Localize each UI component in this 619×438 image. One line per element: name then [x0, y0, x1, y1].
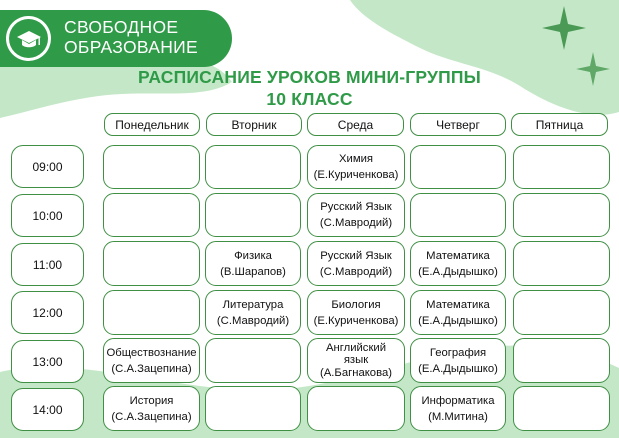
- lesson-cell: [103, 338, 200, 383]
- logo-line-1: СВОБОДНОЕ: [64, 17, 179, 37]
- day-header-wednesday: Среда: [307, 113, 404, 136]
- time-slot: 13:00: [11, 340, 84, 383]
- time-slot: 09:00: [11, 145, 84, 188]
- day-header-friday: Пятница: [511, 113, 608, 136]
- time-slot: 12:00: [11, 291, 84, 334]
- logo-badge: [6, 16, 51, 61]
- empty-lesson-cell: [513, 290, 610, 335]
- day-header-tuesday: Вторник: [206, 113, 302, 136]
- logo-banner: [0, 10, 232, 67]
- empty-lesson-cell: [103, 241, 200, 286]
- teacher-name: (Е.Куриченкова): [313, 314, 399, 327]
- empty-lesson-cell: [205, 338, 301, 383]
- empty-lesson-cell: [513, 241, 610, 286]
- logo-line-2: ОБРАЗОВАНИЕ: [64, 37, 199, 57]
- empty-lesson-cell: [513, 338, 610, 383]
- teacher-name: (С.Мавродий): [216, 314, 290, 327]
- lesson-cell: [307, 193, 405, 237]
- lesson-cell: [410, 338, 506, 383]
- subject-name: Математика: [426, 249, 490, 262]
- page-subtitle: 10 КЛАСС: [266, 89, 353, 109]
- lesson-cell: [307, 145, 405, 189]
- teacher-name: (С.А.Зацепина): [111, 410, 192, 423]
- empty-lesson-cell: [513, 145, 610, 189]
- subject-name: Русский Язык: [320, 201, 392, 213]
- empty-lesson-cell: [307, 386, 405, 431]
- logo-text: [64, 17, 198, 57]
- subject-name: язык: [343, 354, 369, 367]
- page-title: РАСПИСАНИЕ УРОКОВ МИНИ-ГРУППЫ: [138, 67, 481, 87]
- teacher-name: (А.Багнакова): [319, 366, 393, 379]
- subject-name: Информатика: [421, 394, 495, 407]
- empty-lesson-cell: [513, 193, 610, 237]
- empty-lesson-cell: [205, 145, 301, 189]
- lesson-cell: [410, 386, 506, 431]
- subject-name: Литература: [222, 298, 284, 311]
- teacher-name: (В.Шарапов): [220, 265, 286, 278]
- lesson-cell: [410, 241, 506, 286]
- empty-lesson-cell: [103, 193, 200, 237]
- teacher-name: (Е.А.Дыдышко): [418, 265, 498, 278]
- empty-lesson-cell: [410, 193, 506, 237]
- empty-lesson-cell: [513, 386, 610, 431]
- lesson-cell: [205, 241, 301, 286]
- teacher-name: (Е.Куриченкова): [313, 169, 399, 181]
- teacher-name: (Е.А.Дыдышко): [418, 314, 498, 327]
- lesson-cell: [103, 386, 200, 431]
- day-header-thursday: Четверг: [410, 113, 506, 136]
- subject-name: Физика: [234, 249, 272, 262]
- teacher-name: (Е.А.Дыдышко): [418, 362, 498, 375]
- subject-name: История: [129, 394, 174, 407]
- lesson-cell: [307, 290, 405, 335]
- teacher-name: (М.Митина): [428, 410, 488, 423]
- empty-lesson-cell: [205, 193, 301, 237]
- lesson-cell: [307, 338, 405, 383]
- empty-lesson-cell: [103, 145, 200, 189]
- subject-name: Английский: [325, 341, 387, 354]
- teacher-name: (С.Мавродий): [319, 265, 393, 278]
- teacher-name: (С.Мавродий): [319, 217, 393, 229]
- empty-lesson-cell: [103, 290, 200, 335]
- subject-name: Математика: [426, 298, 490, 311]
- empty-lesson-cell: [410, 145, 506, 189]
- subject-name: Обществознание: [106, 346, 197, 359]
- lesson-cell: [307, 241, 405, 286]
- time-slot: 10:00: [11, 194, 84, 237]
- day-header-monday: Понедельник: [104, 113, 200, 136]
- lesson-cell: [205, 290, 301, 335]
- lesson-cell: [410, 290, 506, 335]
- subject-name: Химия: [338, 153, 374, 165]
- subject-name: Русский Язык: [320, 249, 392, 262]
- time-slot: 14:00: [11, 388, 84, 431]
- subject-name: Биология: [331, 298, 381, 311]
- teacher-name: (С.А.Зацепина): [111, 362, 192, 375]
- subject-name: География: [429, 346, 487, 359]
- time-slot: 11:00: [11, 243, 84, 286]
- empty-lesson-cell: [205, 386, 301, 431]
- graduation-cap-icon: [15, 25, 43, 53]
